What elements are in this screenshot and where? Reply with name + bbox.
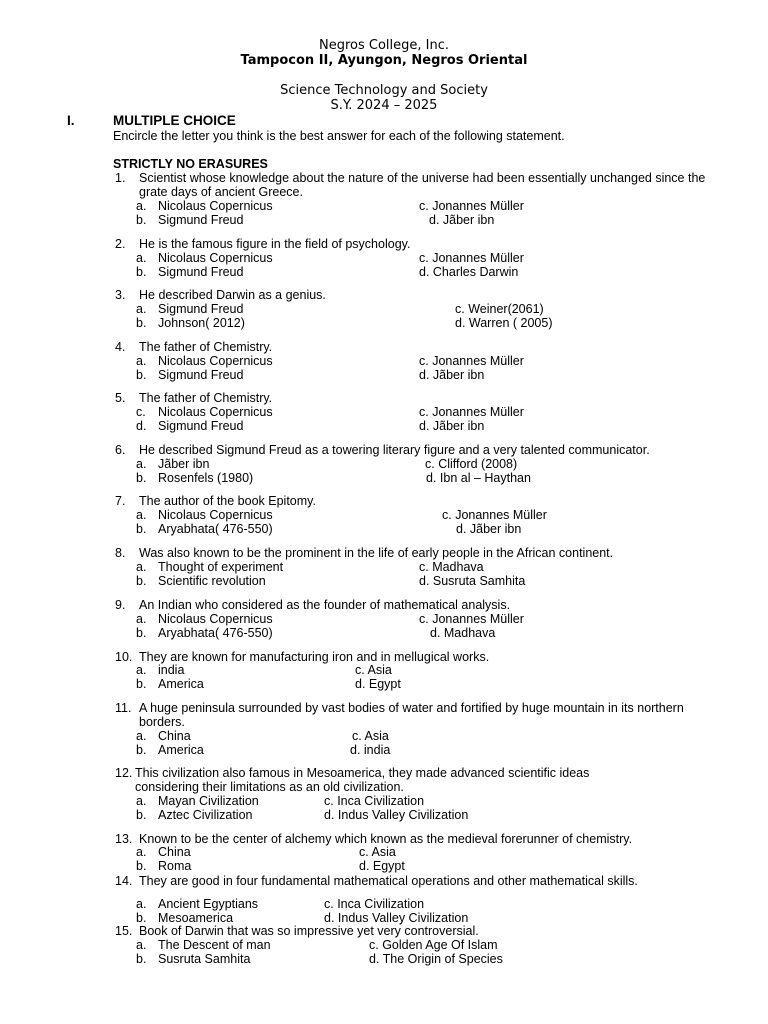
option-text: Aryabhata( 476-550) bbox=[158, 522, 273, 536]
question-number: 12. bbox=[115, 766, 133, 780]
option-c[interactable]: c. Jonannes Müller bbox=[442, 508, 547, 522]
option-letter: b. bbox=[136, 808, 147, 822]
option-text: Nicolaus Copernicus bbox=[158, 508, 273, 522]
option-text: Rosenfels (1980) bbox=[158, 471, 254, 485]
option-letter: b. bbox=[136, 859, 147, 873]
option-text: Nicolaus Copernicus bbox=[158, 354, 273, 368]
question-number: 2. bbox=[115, 237, 126, 251]
option-text: Susruta Samhita bbox=[158, 952, 251, 966]
question-number: 7. bbox=[115, 494, 126, 508]
option-text: Sigmund Freud bbox=[158, 368, 244, 382]
option-text: Nicolaus Copernicus bbox=[158, 251, 273, 265]
option-d[interactable]: d. Madhava bbox=[430, 626, 496, 640]
option-d[interactable]: d. Ibn al – Haythan bbox=[426, 471, 531, 485]
option-text: China bbox=[158, 729, 191, 743]
option-c[interactable]: c. Clifford (2008) bbox=[425, 457, 518, 471]
question-number: 9. bbox=[115, 598, 126, 612]
option-c[interactable]: c. Madhava bbox=[419, 560, 484, 574]
option-letter: b. bbox=[136, 265, 147, 279]
option-d[interactable]: d. Susruta Samhita bbox=[419, 574, 526, 588]
option-c[interactable]: c. Inca Civilization bbox=[324, 794, 425, 808]
option-letter: b. bbox=[136, 677, 147, 691]
option-d[interactable]: d. Jãber ibn bbox=[456, 522, 522, 536]
option-text: Aztec Civilization bbox=[158, 808, 253, 822]
option-c[interactable]: c. Jonannes Müller bbox=[419, 354, 524, 368]
option-letter: a. bbox=[136, 897, 147, 911]
option-letter: a. bbox=[136, 457, 147, 471]
option-text: Sigmund Freud bbox=[158, 419, 244, 433]
option-text: Jãber ibn bbox=[158, 457, 210, 471]
option-letter: a. bbox=[136, 199, 147, 213]
question-stem: They are good in four fundamental mathematical operations and other mathematical skills. bbox=[139, 874, 638, 888]
section-number: I. bbox=[67, 113, 75, 128]
option-text: Scientific revolution bbox=[158, 574, 266, 588]
question-number: 15. bbox=[115, 924, 133, 938]
option-c[interactable]: c. Asia bbox=[359, 845, 396, 859]
option-c[interactable]: c. Golden Age Of Islam bbox=[369, 938, 498, 952]
option-d[interactable]: d. Jãber ibn bbox=[429, 213, 495, 227]
question-stem: They are known for manufacturing iron and in mellugical works. bbox=[139, 650, 490, 664]
instructions: Encircle the letter you think is the best answer for each of the following statement. bbox=[113, 129, 565, 143]
option-letter: a. bbox=[136, 302, 147, 316]
option-text: America bbox=[158, 677, 204, 691]
option-letter: b. bbox=[136, 471, 147, 485]
option-c[interactable]: c. Inca Civilization bbox=[324, 897, 425, 911]
option-letter: a. bbox=[136, 508, 147, 522]
question-stem: Known to be the center of alchemy which known as the medieval forerunner of chemistry. bbox=[139, 832, 633, 846]
option-letter: b. bbox=[136, 522, 147, 536]
question-stem: Book of Darwin that was so impressive yet very controversial. bbox=[139, 924, 479, 938]
option-c[interactable]: c. Jonannes Müller bbox=[419, 251, 524, 265]
option-d[interactable]: d. Egypt bbox=[359, 859, 405, 873]
school-name: Negros College, Inc. bbox=[318, 38, 449, 53]
question-stem: Was also known to be the prominent in the life of early people in the African continent. bbox=[139, 546, 614, 560]
option-d[interactable]: d. Charles Darwin bbox=[419, 265, 519, 279]
option-c[interactable]: c. Jonannes Müller bbox=[419, 199, 524, 213]
strict-warning: STRICTLY NO ERASURES bbox=[113, 157, 268, 171]
question-number: 11. bbox=[115, 701, 132, 715]
question-number: 4. bbox=[115, 340, 126, 354]
option-letter: a. bbox=[136, 251, 147, 265]
option-text: Aryabhata( 476-550) bbox=[158, 626, 273, 640]
option-text: Nicolaus Copernicus bbox=[158, 199, 273, 213]
option-d[interactable]: d. Jãber ibn bbox=[419, 419, 485, 433]
subject-title: Science Technology and Society bbox=[280, 83, 488, 98]
option-text: Nicolaus Copernicus bbox=[158, 405, 273, 419]
option-text: America bbox=[158, 743, 204, 757]
option-d[interactable]: d. Egypt bbox=[355, 677, 401, 691]
question-stem: An Indian who considered as the founder of mathematical analysis. bbox=[139, 598, 511, 612]
option-letter: b. bbox=[136, 213, 147, 227]
option-letter: b. bbox=[136, 626, 147, 640]
option-text: Nicolaus Copernicus bbox=[158, 612, 273, 626]
option-letter: d. bbox=[136, 419, 147, 433]
option-letter: b. bbox=[136, 316, 147, 330]
option-letter: a. bbox=[136, 938, 147, 952]
option-letter: b. bbox=[136, 743, 147, 757]
option-c[interactable]: c. Jonannes Müller bbox=[419, 405, 524, 419]
option-letter: a. bbox=[136, 354, 147, 368]
option-letter: b. bbox=[136, 368, 147, 382]
section-title: MULTIPLE CHOICE bbox=[113, 113, 236, 128]
question-stem: He is the famous figure in the field of psychology. bbox=[139, 237, 411, 251]
option-text: india bbox=[158, 663, 185, 677]
option-text: Sigmund Freud bbox=[158, 302, 244, 316]
option-letter: a. bbox=[136, 794, 147, 808]
option-letter: c. bbox=[136, 405, 146, 419]
question-stem: He described Sigmund Freud as a towering literary figure and a very talented communicator. bbox=[139, 443, 650, 457]
question-stem: The father of Chemistry. bbox=[139, 340, 273, 354]
question-stem: The author of the book Epitomy. bbox=[139, 494, 316, 508]
question-stem: A huge peninsula surrounded by vast bodies of water and fortified by huge mountain in its northern borders. bbox=[139, 701, 684, 729]
option-text: Ancient Egyptians bbox=[158, 897, 259, 911]
option-text: The Descent of man bbox=[158, 938, 271, 952]
question-number: 6. bbox=[115, 443, 126, 457]
question-number: 5. bbox=[115, 391, 126, 405]
option-d[interactable]: d. The Origin of Species bbox=[369, 952, 503, 966]
option-text: Mayan Civilization bbox=[158, 794, 259, 808]
question-number: 14. bbox=[115, 874, 133, 888]
question-number: 8. bbox=[115, 546, 126, 560]
option-d[interactable]: d. india bbox=[350, 743, 391, 757]
question-stem: The father of Chemistry. bbox=[139, 391, 273, 405]
school-year: S.Y. 2024 – 2025 bbox=[330, 98, 438, 113]
question-number: 3. bbox=[115, 288, 126, 302]
option-letter: a. bbox=[136, 729, 147, 743]
option-letter: b. bbox=[136, 574, 147, 588]
option-c[interactable]: c. Asia bbox=[352, 729, 389, 743]
option-letter: b. bbox=[136, 952, 147, 966]
question-number: 13. bbox=[115, 832, 133, 846]
option-letter: a. bbox=[136, 845, 147, 859]
option-text: China bbox=[158, 845, 191, 859]
question-stem: He described Darwin as a genius. bbox=[139, 288, 326, 302]
option-d[interactable]: d. Indus Valley Civilization bbox=[324, 911, 469, 925]
option-text: Johnson( 2012) bbox=[158, 316, 245, 330]
option-c[interactable]: c. Jonannes Müller bbox=[419, 612, 524, 626]
option-c[interactable]: c. Weiner(2061) bbox=[455, 302, 544, 316]
option-c[interactable]: c. Asia bbox=[355, 663, 392, 677]
option-letter: a. bbox=[136, 612, 147, 626]
question-stem: Scientist whose knowledge about the nature of the universe had been essentially unchanged since the grate days of ancient Greece. bbox=[139, 171, 706, 199]
option-d[interactable]: d. Jãber ibn bbox=[419, 368, 485, 382]
option-text: Thought of experiment bbox=[158, 560, 284, 574]
option-letter: a. bbox=[136, 560, 147, 574]
question-number: 10. bbox=[115, 650, 133, 664]
option-letter: a. bbox=[136, 663, 147, 677]
option-text: Mesoamerica bbox=[158, 911, 234, 925]
option-text: Sigmund Freud bbox=[158, 213, 244, 227]
option-text: Roma bbox=[158, 859, 192, 873]
option-text: Sigmund Freud bbox=[158, 265, 244, 279]
option-d[interactable]: d. Warren ( 2005) bbox=[455, 316, 553, 330]
school-address: Tampocon II, Ayungon, Negros Oriental bbox=[240, 53, 528, 68]
question-stem: This civilization also famous in Mesoamerica, they made advanced scientific ideas considering their limitations as an old civilization. bbox=[135, 766, 590, 794]
question-number: 1. bbox=[115, 171, 126, 185]
option-d[interactable]: d. Indus Valley Civilization bbox=[324, 808, 469, 822]
option-letter: b. bbox=[136, 911, 147, 925]
